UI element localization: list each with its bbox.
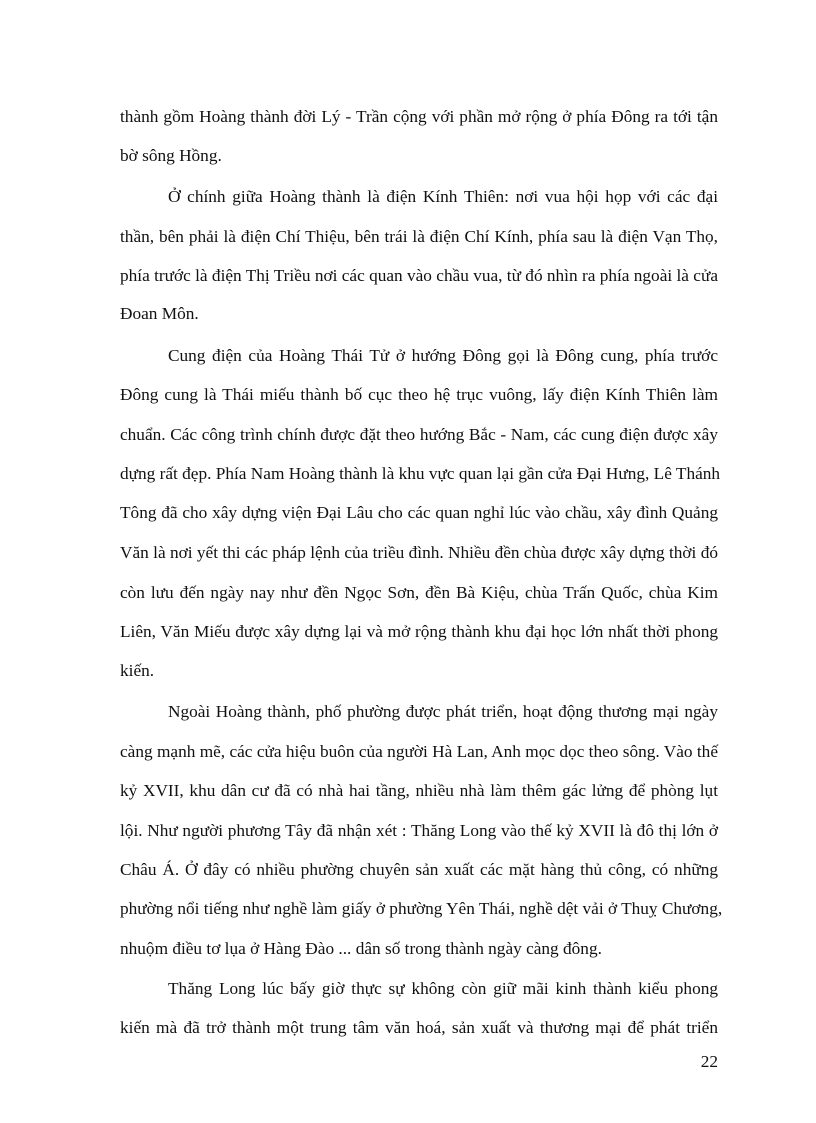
text-line-5: phía trước là điện Thị Triều nơi các quan vào chầu vua, từ đó nhìn ra phía ngoài là cửa: [120, 266, 718, 285]
text-line-3: Ở chính giữa Hoàng thành là điện Kính Thiên: nơi vua hội họp với các đại: [168, 187, 718, 206]
text-line-11: Tông đã cho xây dựng viện Đại Lâu cho các quan nghỉ lúc vào chầu, xây đình Quảng: [120, 503, 718, 522]
text-line-12: Văn là nơi yết thi các pháp lệnh của triều đình. Nhiều đền chùa được xây dựng thời đó: [120, 543, 718, 562]
text-line-22: nhuộm điều tơ lụa ở Hàng Đào ... dân số trong thành ngày càng đông.: [120, 939, 602, 958]
text-line-24: kiến mà đã trở thành một trung tâm văn hoá, sản xuất và thương mại để phát triển: [120, 1018, 718, 1037]
text-line-8: Đông cung là Thái miếu thành bố cục theo hệ trục vuông, lấy điện Kính Thiên làm: [120, 385, 718, 404]
text-line-13: còn lưu đến ngày nay như đền Ngọc Sơn, đền Bà Kiệu, chùa Trấn Quốc, chùa Kim: [120, 583, 718, 602]
text-line-6: Đoan Môn.: [120, 304, 199, 323]
text-line-14: Liên, Văn Miếu được xây dựng lại và mở rộng thành khu đại học lớn nhất thời phong: [120, 622, 718, 641]
text-line-16: Ngoài Hoàng thành, phố phường được phát triển, hoạt động thương mại ngày: [168, 702, 718, 721]
text-line-15: kiến.: [120, 661, 155, 680]
text-line-23: Thăng Long lúc bấy giờ thực sự không còn giữ mãi kinh thành kiểu phong: [168, 979, 718, 998]
text-line-20: Châu Á. Ở đây có nhiều phường chuyên sản xuất các mặt hàng thủ công, có những: [120, 860, 718, 879]
text-line-4: thần, bên phải là điện Chí Thiệu, bên trái là điện Chí Kính, phía sau là điện Vạn Thọ,: [120, 227, 718, 246]
text-line-10: dựng rất đẹp. Phía Nam Hoàng thành là khu vực quan lại gần cửa Đại Hưng, Lê Thánh: [120, 464, 721, 483]
text-line-7: Cung điện của Hoàng Thái Tử ở hướng Đông gọi là Đông cung, phía trước: [168, 346, 718, 365]
text-line-17: càng mạnh mẽ, các cửa hiệu buôn của người Hà Lan, Anh mọc dọc theo sông. Vào thế: [120, 742, 718, 761]
text-line-2: bờ sông Hồng.: [120, 146, 222, 165]
text-line-18: kỷ XVII, khu dân cư đã có nhà hai tầng, nhiều nhà làm thêm gác lửng để phòng lụt: [120, 781, 718, 800]
text-line-21: phường nổi tiếng như nghề làm giấy ở phường Yên Thái, nghề dệt vải ở Thuỵ Chương,: [120, 899, 723, 918]
text-line-9: chuẩn. Các công trình chính được đặt theo hướng Bắc - Nam, các cung điện được xây: [120, 425, 718, 444]
page-number: 22: [700, 1052, 718, 1071]
text-line-19: lội. Như người phương Tây đã nhận xét : Thăng Long vào thế kỷ XVII là đô thị lớn ở: [120, 821, 718, 840]
text-line-1: thành gồm Hoàng thành đời Lý - Trần cộng với phần mở rộng ở phía Đông ra tới tận: [120, 107, 718, 126]
